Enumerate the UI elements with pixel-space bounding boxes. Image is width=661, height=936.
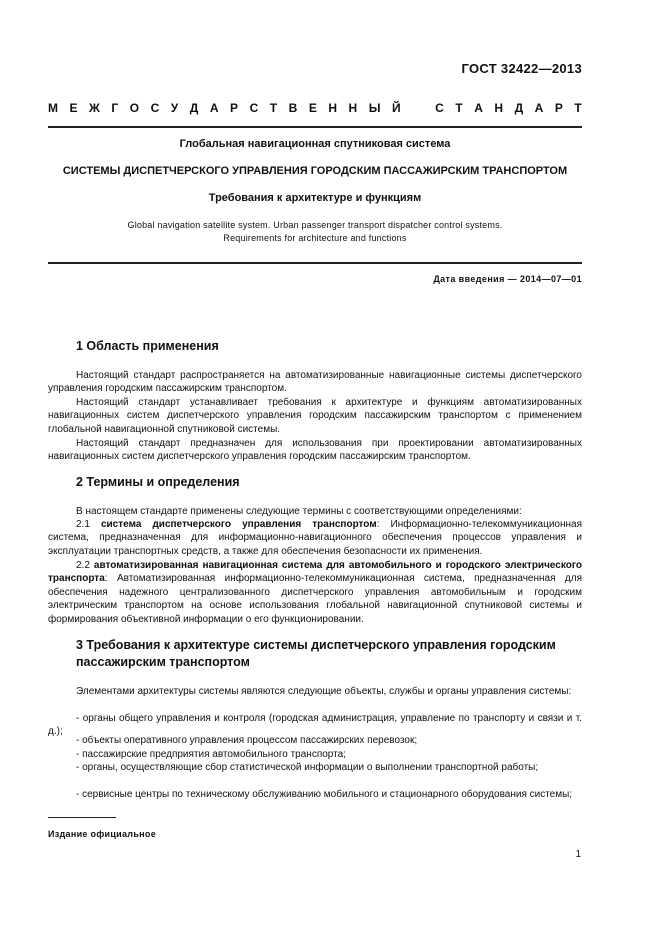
- banner-letter: В: [288, 101, 298, 115]
- banner-letter: Й: [391, 101, 401, 115]
- introduction-date: Дата введения — 2014—07—01: [433, 274, 582, 284]
- footer-divider: [48, 817, 116, 818]
- banner-letter: С: [249, 101, 259, 115]
- banner-letter: О: [129, 101, 140, 115]
- banner-letter: Н: [348, 101, 358, 115]
- english-title: [48, 219, 582, 245]
- banner-letter: Т: [455, 101, 463, 115]
- section-1-paragraph-3: Настоящий стандарт предназначен для использования при проектировании автоматизированных навигационных систем диспетчерского управления городским пассажирским транспортом.: [48, 438, 582, 463]
- list-item: - объекты оперативного управления процессом пассажирских перевозок;: [76, 735, 418, 746]
- banner-letter: А: [534, 101, 544, 115]
- page-number: 1: [575, 849, 581, 860]
- banner-letter: М: [48, 101, 58, 115]
- term-number: 2.1: [76, 519, 101, 530]
- section-3-intro: Элементами архитектуры системы являются следующие объекты, службы и органы управления системы:: [76, 686, 572, 697]
- section-2-heading: 2 Термины и определения: [76, 475, 240, 489]
- term-2-1: [48, 518, 582, 558]
- main-title: СИСТЕМЫ ДИСПЕТЧЕРСКОГО УПРАВЛЕНИЯ ГОРОДСКИМ ПАССАЖИРСКИМ ТРАНСПОРТОМ: [62, 165, 568, 177]
- list-item: - органы общего управления и контроля (городская администрация, управление по транспорту и связи и т. д.);: [48, 713, 582, 738]
- banner-letter: Т: [269, 101, 278, 115]
- list-item: - сервисные центры по техническому обслуживанию мобильного и стационарного оборудования системы;: [76, 789, 573, 800]
- banner-letter: Т: [574, 101, 582, 115]
- term-name: автоматизированная навигационная система для автомобильного и городского электрического транспорта: [48, 560, 582, 585]
- english-title-line-1: Global navigation satellite system. Urban passenger transport dispatcher control systems.: [127, 220, 503, 230]
- banner-letter: С: [150, 101, 160, 115]
- banner-letter: Ы: [368, 101, 381, 115]
- interstate-standard-banner: [48, 101, 582, 115]
- term-2-2: [48, 559, 582, 626]
- banner-letter: Д: [514, 101, 524, 115]
- section-1-heading: 1 Область применения: [76, 339, 219, 353]
- banner-letter: Р: [230, 101, 239, 115]
- banner-letter: Е: [69, 101, 78, 115]
- banner-letter: Г: [111, 101, 119, 115]
- banner-letter: У: [170, 101, 179, 115]
- subtitle: Требования к архитектуре и функциям: [208, 192, 422, 204]
- section-3-heading: 3 Требования к архитектуре системы диспетчерского управления городским пассажирским транспортом: [76, 638, 556, 669]
- english-title-line-2: Requirements for architecture and functions: [223, 233, 407, 243]
- banner-letter: А: [474, 101, 483, 115]
- term-definition: : Информационно-телекоммуникационная система, предназначенная для информационно-навигационного обеспечения процессов управления и эксплуатации транспортных средств, а также для обеспечения безопасности их применения.: [48, 519, 582, 557]
- term-name: система диспетчерского управления транспортом: [100, 519, 377, 530]
- banner-letter: С: [435, 101, 444, 115]
- section-1-paragraph-1: Настоящий стандарт распространяется на автоматизированные навигационные системы диспетчерского управления городским пассажирским транспортом.: [48, 370, 582, 395]
- term-definition: : Автоматизированная информационно-телекоммуникационная система, предназначенная для обеспечения надежного централизованного диспетчерского управления автомобильным и городским электрическим транспортом на основе использования глобальной навигационной спутниковой системы и формирования объективной информации о его функционировании.: [48, 573, 582, 625]
- banner-letter: А: [209, 101, 219, 115]
- banner-letter: Ж: [89, 101, 100, 115]
- list-item: - органы, осуществляющие сбор статистической информации о выполнении транспортной работы;: [76, 762, 539, 773]
- section-2-intro: В настоящем стандарте применены следующие термины с соответствующими определениями:: [76, 506, 522, 517]
- series-title: Глобальная навигационная спутниковая система: [179, 138, 451, 150]
- header-divider: [48, 126, 582, 128]
- banner-letter: Р: [554, 101, 563, 115]
- section-1-paragraph-2: Настоящий стандарт устанавливает требования к архитектуре и функциям автоматизированных навигационных систем диспетчерского управления городским пассажирским транспортом с применением глобальной навигационной спутниковой системы.: [48, 397, 582, 435]
- title-divider: [48, 262, 582, 264]
- banner-letter: Н: [328, 101, 338, 115]
- banner-letter: Д: [189, 101, 199, 115]
- banner-letter: Н: [494, 101, 504, 115]
- term-number: 2.2: [76, 560, 94, 571]
- banner-letter: Е: [308, 101, 317, 115]
- official-edition-label: Издание официальное: [48, 829, 157, 839]
- list-item: - пассажирские предприятия автомобильного транспорта;: [76, 749, 346, 760]
- document-code: ГОСТ 32422—2013: [461, 61, 582, 76]
